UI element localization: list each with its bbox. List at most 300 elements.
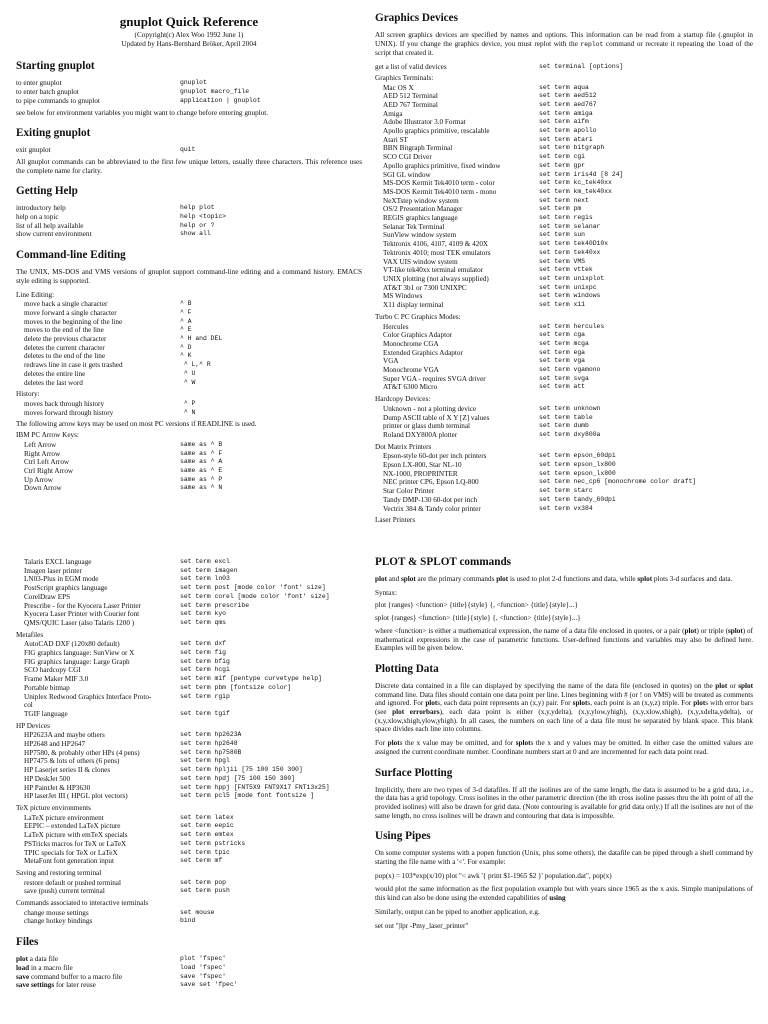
command-description: VGA (383, 357, 399, 366)
command-description: to enter batch gnuplot (16, 88, 79, 97)
command-row (375, 470, 753, 479)
updated-line: Updated by Hans-Bernhard Bröker, April 2004 (121, 39, 257, 48)
command-row (16, 326, 362, 335)
command-row (16, 476, 362, 485)
command-description: UNIX plotting (not always supplied) (383, 274, 489, 283)
command-description: Hercules (383, 322, 409, 331)
command-syntax: same as ^ E (180, 466, 223, 474)
command-row (375, 383, 753, 392)
command-syntax: set term dumb (539, 422, 589, 430)
command-row (16, 879, 362, 888)
command-syntax: same as ^ P (180, 475, 223, 483)
command-row (375, 266, 753, 275)
command-syntax: set term sun (539, 231, 586, 239)
command-description: Portable bitmap (24, 683, 70, 692)
command-row (375, 478, 753, 487)
command-row (375, 422, 753, 431)
left-bottom-column (16, 558, 362, 993)
syntax-splot: splot {ranges} <function> {title}{style} {, <function> {title}{style}...} (375, 614, 581, 623)
command-syntax: gnuplot (180, 79, 207, 87)
command-description: FIG graphics language: Large Graph (24, 657, 130, 666)
command-syntax: application | gnuplot (180, 96, 261, 104)
command-description: Down Arrow (24, 484, 62, 493)
command-syntax: set mouse (180, 908, 215, 916)
command-row (375, 162, 753, 171)
command-syntax: set term epson_60dpi (539, 452, 616, 460)
command-row (375, 505, 753, 514)
command-syntax: set term windows (539, 292, 601, 300)
command-syntax: set term hercules (539, 322, 605, 330)
command-syntax: set term ln03 (180, 575, 230, 583)
command-row (375, 301, 753, 310)
turbo-rows (375, 323, 753, 393)
laser-label: Laser Printers (375, 516, 416, 525)
command-row (16, 79, 362, 88)
dot-matrix-rows (375, 452, 753, 513)
command-description: MS-DOS Kermit Tek4010 term - mono (383, 187, 497, 196)
command-row (16, 409, 362, 418)
files-keyword: load (16, 963, 30, 972)
command-syntax: set term prescribe (180, 601, 250, 609)
hp-device-rows (16, 731, 362, 801)
command-row (16, 400, 362, 409)
command-row (16, 458, 362, 467)
command-description: moves forward through history (24, 408, 114, 417)
command-syntax: set term pstricks (180, 839, 246, 847)
command-description: HP DeskJet 500 (24, 774, 71, 783)
command-syntax: set term hcgi (180, 666, 230, 674)
command-row (375, 405, 753, 414)
command-description: Extended Graphics Adaptor (383, 348, 463, 357)
editing-intro: The UNIX, MS-DOS and VMS versions of gnuplot support command-line editing and a command history. EMACS style editing is supported. (16, 268, 362, 285)
command-syntax: set term aqua (539, 83, 589, 91)
files-keyword: plot (16, 955, 28, 964)
command-description: HP PaintJet & HP3630 (24, 783, 91, 792)
command-syntax: set term hpdj [75 100 150 300] (180, 774, 296, 782)
command-row (16, 917, 362, 926)
files-syntax: save 'fspec' (180, 972, 227, 980)
command-description: Apollo graphics primitive, rescalable (383, 127, 490, 136)
exiting-note: All gnuplot commands can be abbreviated to the first few unique letters, usually three characters. This reference uses the complete name for clarity. (16, 157, 362, 175)
command-description: CorelDraw EPS (24, 592, 71, 601)
command-row (375, 153, 753, 162)
command-syntax: set term VMS (539, 257, 586, 265)
right-top-column (375, 12, 753, 526)
hardcopy-rows (375, 405, 753, 440)
command-description: printer or glass dumb terminal (383, 422, 471, 431)
command-description: Epson LX-800, Star NL-10 (383, 461, 462, 470)
command-description: MetaFont font generation input (24, 857, 115, 866)
command-description: HP laserJet III ( HPGL plot vectors) (24, 792, 128, 801)
command-syntax: set term bfig (180, 657, 230, 665)
command-description: SunView window system (383, 231, 457, 240)
command-row (375, 136, 753, 145)
command-syntax: gnuplot macro_file (180, 88, 250, 96)
command-row (16, 831, 362, 840)
command-description: save (push) current terminal (24, 887, 105, 896)
command-row (16, 822, 362, 831)
command-description: HP Laserjet series II & clones (24, 766, 111, 775)
command-syntax: set term aifm (539, 118, 589, 126)
interactive-label: Commands associated to interactive terminals (16, 899, 149, 908)
command-row (16, 675, 362, 684)
command-syntax: ^ H and DEL (180, 335, 223, 343)
command-row (16, 909, 362, 918)
command-row (16, 849, 362, 858)
command-row (375, 223, 753, 232)
command-syntax: help <topic> (180, 213, 227, 221)
command-row (16, 666, 362, 675)
exiting-heading: Exiting gnuplot (16, 127, 91, 140)
command-description: MS Windows (383, 292, 423, 301)
command-row (375, 452, 753, 461)
command-description: Unknown - not a plotting device (383, 404, 477, 413)
command-syntax: set term mf (180, 857, 223, 865)
command-syntax: set term iris4d [8 24] (539, 170, 624, 178)
line-editing-rows (16, 300, 362, 387)
command-syntax: set term tpic (180, 848, 230, 856)
surface-heading: Surface Plotting (375, 766, 453, 779)
pipes-text3: Similarly, output can be piped to another application, e.g. (375, 907, 540, 916)
command-description: Tektronix 4106, 4107, 4109 & 420X (383, 240, 489, 249)
terminals-label: Graphics Terminals: (375, 73, 434, 82)
command-description: redraws line in case it gets trashed (24, 361, 123, 370)
command-row (16, 370, 362, 379)
command-syntax: set term corel [mode color 'font' size] (180, 592, 330, 600)
command-row (16, 567, 362, 576)
command-row (375, 431, 753, 440)
command-syntax: help plot (180, 204, 215, 212)
command-description: Up Arrow (24, 475, 53, 484)
command-description: deletes the entire line (24, 369, 86, 378)
command-row (16, 649, 362, 658)
arrow-keys-label: IBM PC Arrow Keys: (16, 431, 79, 440)
command-row (375, 375, 753, 384)
command-syntax: set term dxf (180, 640, 227, 648)
command-description: Apollo graphics primitive, fixed window (383, 161, 501, 170)
command-row (375, 284, 753, 293)
command-description: FIG graphics language: SunView or X (24, 649, 135, 658)
command-row (375, 188, 753, 197)
command-description: NX-1000, PROPRINTER (383, 469, 458, 478)
command-syntax: set term excl (180, 558, 230, 565)
command-row (375, 249, 753, 258)
command-syntax: set term kc_tek40xx (539, 179, 612, 187)
command-syntax: set term unixplot (539, 274, 605, 282)
command-row (16, 558, 362, 567)
command-row (16, 701, 362, 710)
command-description: EEPIC – extended LaTeX picture (24, 822, 121, 831)
laser-printer-rows (16, 558, 362, 628)
command-row (16, 814, 362, 823)
command-description: Tandy DMP-130 60-dot per inch (383, 495, 478, 504)
command-row (375, 127, 753, 136)
command-syntax: set term hpljii [75 100 150 300] (180, 766, 303, 774)
command-description: REGIS graphics language (383, 214, 458, 223)
command-description: PostScript graphics language (24, 584, 108, 593)
saving-label: Saving and restoring terminal (16, 868, 102, 877)
command-description: exit gnuplot (16, 146, 51, 155)
copyright-line: (Copyright(c) Alex Woo 1992 June 1) (134, 31, 244, 39)
command-syntax: set term pcl5 [mode font fontsize ] (180, 792, 315, 800)
pipes-text2: would plot the same information as the first population example but with years since 1965 as the x axis. Simple manipulations of this kind can also be done using the extended capabilities of using (375, 885, 753, 903)
files-row (16, 955, 362, 964)
plot-splot-intro: plot and splot are the primary commands plot is used to plot 2-d functions and data, while splot plots 3-d surfaces and data. (375, 575, 733, 583)
command-description: Dump ASCII table of X Y [Z] values (383, 413, 490, 422)
command-description: to enter gnuplot (16, 79, 62, 88)
command-row (16, 792, 362, 801)
command-description: OS/2 Presentation Manager (383, 205, 463, 214)
command-syntax: quit (180, 146, 196, 154)
command-description: Left Arrow (24, 440, 57, 449)
arrow-key-rows (16, 441, 362, 493)
command-description: Monochrome CGA (383, 339, 439, 348)
command-description: Roland DXY800A plotter (383, 430, 458, 439)
command-syntax: same as ^ A (180, 458, 223, 466)
command-description: Atari ST (383, 135, 408, 144)
command-syntax: show all (180, 230, 211, 238)
command-row (16, 602, 362, 611)
command-syntax: set term mif [pentype curvetype help] (180, 675, 322, 683)
command-row (375, 275, 753, 284)
command-row (375, 231, 753, 240)
files-description (16, 955, 180, 964)
command-description: deletes the current character (24, 343, 105, 352)
editing-heading: Command-line Editing (16, 249, 126, 262)
files-text: for later reuse (54, 981, 96, 990)
command-description: SCO hardcopy CGI (24, 666, 81, 675)
command-row (16, 640, 362, 649)
command-syntax: set term vx384 (539, 504, 593, 512)
exiting-rows (16, 146, 362, 155)
files-description (16, 981, 180, 990)
command-syntax: set term table (539, 413, 593, 421)
command-row (16, 610, 362, 619)
command-row (16, 740, 362, 749)
pipes-example2: set out "|lpr -Pmy_laser_printer" (375, 921, 469, 930)
command-description: Right Arrow (24, 449, 61, 458)
command-syntax: set term nec_cp6 [monochrome color draft] (539, 478, 697, 486)
command-description: VT-like tek40xx terminal emulator (383, 266, 484, 275)
command-description: move forward a single character (24, 308, 117, 317)
command-row (375, 258, 753, 267)
command-syntax: ^ E (180, 326, 192, 334)
command-row (16, 840, 362, 849)
plotting-data-para1: Discrete data contained in a file can displayed by specifying the name of the data file (enclosed in quotes) on the plot or splot command line. Data files should contain one data point per line. Lines beginning with # (or ! on VMS) will be treated as comments and ignored. For plots, each data point represents an (x,y) pair. For splots, each point is an (x,y,z) triple. For plots with error bars (see plot errorbars), each data point is either (x,y,ydelta), (x,y,ylow,yhigh), (x,y,xlow,xhigh), (x,y,xdelta,ydelta), or (x,y,xlow,xhigh,ylow,yhigh). In all cases, the numbers on each line of a data file must be separated by blank space. This blank space divides each line into columns. (375, 681, 753, 734)
command-description: moves to the end of the line (24, 326, 104, 335)
command-description: LaTeX picture with emTeX specials (24, 831, 128, 840)
command-description: Selanar Tek Terminal (383, 222, 445, 231)
files-row (16, 973, 362, 982)
files-syntax: load 'fspec' (180, 963, 227, 971)
files-syntax: plot 'fspec' (180, 955, 227, 963)
command-row (375, 496, 753, 505)
command-description: NEC printer CP6, Epson LQ-800 (383, 478, 479, 487)
command-row (16, 887, 362, 896)
command-syntax: set term amiga (539, 109, 593, 117)
command-description: Amiga (383, 109, 403, 118)
files-description (16, 973, 180, 982)
files-heading: Files (16, 936, 39, 949)
command-description: delete the previous character (24, 335, 107, 344)
command-description: HP7475 & lots of others (6 pens) (24, 757, 120, 766)
command-row (375, 179, 753, 188)
command-row (375, 110, 753, 119)
command-syntax: set term eepic (180, 822, 234, 830)
command-description: PSTricks macros for TeX or LaTeX (24, 839, 127, 848)
command-row (375, 214, 753, 223)
command-syntax: set term unixpc (539, 283, 597, 291)
command-syntax: set term svga (539, 374, 589, 382)
command-syntax: ^ N (180, 408, 196, 416)
command-syntax: help or ? (180, 221, 215, 229)
command-syntax: bind (180, 917, 196, 925)
command-syntax: set term ega (539, 348, 586, 356)
command-description: LaTeX picture environment (24, 813, 104, 822)
command-description: Mac OS X (383, 83, 414, 92)
command-row (375, 414, 753, 423)
command-syntax: set term qms (180, 618, 227, 626)
command-row (16, 575, 362, 584)
files-row (16, 964, 362, 973)
command-description: HP7580, & probably other HPs (4 pens) (24, 748, 140, 757)
command-syntax: set term imagen (180, 566, 238, 574)
command-syntax: set term tek40D10x (539, 240, 609, 248)
command-syntax: set term kyo (180, 610, 227, 618)
files-text: in a macro file (29, 963, 73, 972)
starting-rows (16, 79, 362, 105)
command-syntax: set term rgip (180, 692, 230, 700)
command-row (16, 230, 362, 239)
starting-heading: Starting gnuplot (16, 60, 95, 73)
command-syntax: set term pbm [fontsize color] (180, 683, 292, 691)
command-syntax: set term tandy_60dpi (539, 495, 616, 503)
command-row (375, 292, 753, 301)
command-syntax: set term emtex (180, 831, 234, 839)
command-syntax: set term next (539, 196, 589, 204)
command-description: Color Graphics Adaptor (383, 331, 453, 340)
command-syntax: set term hp2623A (180, 731, 242, 739)
command-description: moves to the beginning of the line (24, 317, 123, 326)
command-row (16, 784, 362, 793)
command-row (375, 84, 753, 93)
command-syntax: same as ^ F (180, 449, 223, 457)
command-description: AED 767 Terminal (383, 100, 438, 109)
files-text: a data file (27, 955, 59, 964)
files-syntax: save set 'fpec' (180, 981, 238, 989)
command-syntax: set term pm (539, 205, 582, 213)
command-syntax: same as ^ N (180, 484, 223, 492)
command-syntax: set term cga (539, 331, 586, 339)
command-syntax: set term aed767 (539, 100, 597, 108)
line-editing-label: Line Editing: (16, 290, 55, 299)
command-description: to pipe commands to gnuplot (16, 96, 100, 105)
list-devices-row: get a list of valid devices set terminal [options] (375, 63, 624, 72)
command-row (375, 144, 753, 153)
surface-text: Implicitly, there are two types of 3-d datafiles. If all the isolines are of the same length, the data is assumed to be a grid data, i.e., the data has a grid topology. Cross isolines in the other parametric direction (the ith cross isoline passes thru the ith point of all the provided isolines) will also be drawn for grid data. (Note contouring is available for grid data only.) If all the isolines are not of the same length, no cross isolines will be drawn and contouring that data is impossible. (375, 785, 753, 820)
command-row (16, 766, 362, 775)
command-syntax: set term atari (539, 135, 593, 143)
command-syntax: set term x11 (539, 301, 586, 309)
command-row (16, 88, 362, 97)
command-description: Talaris EXCL language (24, 558, 92, 566)
command-row (375, 92, 753, 101)
help-heading: Getting Help (16, 185, 78, 198)
command-description: QMS/QUIC Laser (also Talaris 1200 ) (24, 618, 135, 627)
command-description: Imagen laser printer (24, 566, 82, 575)
command-row (16, 352, 362, 361)
files-description (16, 964, 180, 973)
command-syntax: set term att (539, 383, 586, 391)
command-description: SGI GL window (383, 170, 431, 179)
left-top-column (16, 12, 362, 496)
command-row (375, 205, 753, 214)
command-row (375, 349, 753, 358)
command-description: show current environment (16, 230, 92, 239)
command-description: HP2623A and maybe others (24, 731, 105, 740)
command-row (16, 300, 362, 309)
hp-devices-label: HP Devices (16, 721, 50, 730)
command-row (375, 461, 753, 470)
command-description: Adobe Illustrator 3.0 Format (383, 118, 466, 127)
arrow-note: The following arrow keys may be used on most PC versions if READLINE is used. (16, 420, 257, 429)
command-syntax: set term km_tek40xx (539, 187, 612, 195)
command-row (16, 757, 362, 766)
command-description: Ctrl Right Arrow (24, 466, 74, 475)
command-syntax: ^ U (180, 369, 196, 377)
command-description: HP2648 and HP2647 (24, 740, 86, 749)
command-description: Prescribe - for the Kyocera Laser Printer (24, 601, 141, 610)
command-syntax: set term bitgraph (539, 144, 605, 152)
command-syntax: set term hppj [FNT5X9 FNT9X17 FNT13x25] (180, 783, 330, 791)
command-description: BBN Bitgraph Terminal (383, 144, 453, 153)
command-description: Monochrome VGA (383, 366, 439, 375)
files-rows (16, 955, 362, 990)
command-row (16, 749, 362, 758)
command-syntax: set term unknown (539, 404, 601, 412)
command-row (16, 658, 362, 667)
command-description: Kyocera Laser Printer with Courier font (24, 610, 140, 619)
command-syntax: set term vttek (539, 266, 593, 274)
command-syntax: set term gpr (539, 161, 586, 169)
plot-splot-heading: PLOT & SPLOT commands (375, 556, 512, 568)
hardcopy-label: Hardcopy Devices: (375, 395, 431, 404)
command-syntax: set term post [mode color 'font' size] (180, 584, 326, 592)
command-syntax: set term tgif (180, 709, 230, 717)
plotting-data-heading: Plotting Data (375, 662, 439, 675)
metafiles-label: Metafiles (16, 630, 44, 639)
command-row (16, 97, 362, 106)
command-description: Ctrl Left Arrow (24, 458, 70, 467)
command-syntax: set term regis (539, 214, 593, 222)
pipes-text1: On some computer systems with a popen function (Unix, plus some others), the datafile can be piped through a shell command by starting the file name with a '<'. For example: (375, 849, 753, 867)
command-row (375, 240, 753, 249)
command-syntax: set term apollo (539, 127, 597, 135)
tex-label: TeX picture environments (16, 803, 91, 812)
command-syntax: ^ W (180, 378, 196, 386)
command-description: help on a topic (16, 213, 59, 222)
command-row (16, 467, 362, 476)
command-description: AT&T 3b1 or 7300 UNIXPC (383, 283, 467, 292)
command-syntax: set term selanar (539, 222, 601, 230)
command-row (16, 204, 362, 213)
command-description: Uniplex Redwood Graphics Interface Proto- (24, 692, 152, 701)
command-row (375, 171, 753, 180)
command-row (16, 309, 362, 318)
command-row (16, 484, 362, 493)
command-row (16, 441, 362, 450)
command-syntax: set term pop (180, 878, 227, 886)
